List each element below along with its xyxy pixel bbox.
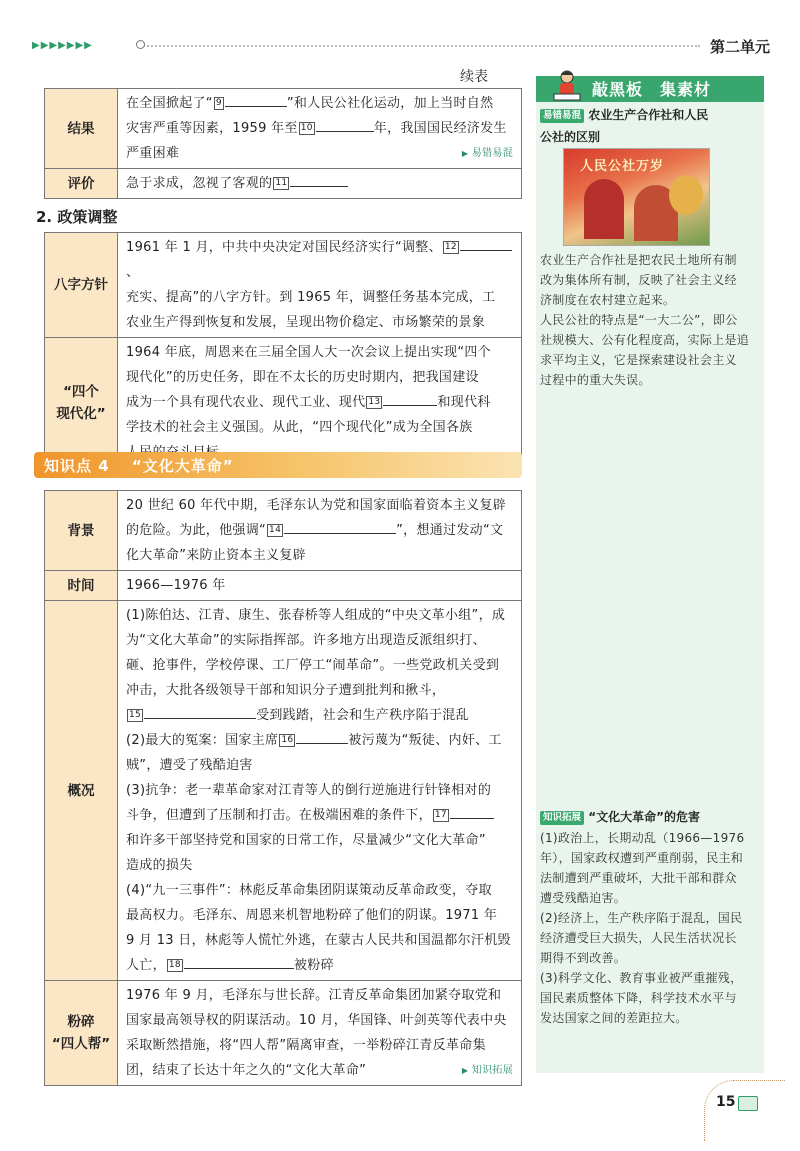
sidebar-text-line: 社规模大、公有化程度高，实际上是追 — [540, 333, 750, 347]
sidebar-block-title — [540, 104, 758, 148]
table-cultural-revolution — [44, 490, 522, 1086]
tag-knowledge-extension[interactable] — [462, 1064, 513, 1078]
row-content-four-modernizations — [118, 338, 522, 468]
blank-number: 9 — [215, 98, 222, 108]
text-line: (2)最大的冤案：国家主席 — [126, 733, 279, 748]
student-icon — [552, 70, 582, 102]
sidebar-title-line: 公社的区别 — [540, 130, 601, 144]
table-row — [45, 491, 522, 571]
sidebar-block-body — [540, 828, 760, 1028]
text-line: 年，我国国民经济发生 — [373, 121, 507, 136]
header-arrows: ▶▶▶▶▶▶▶ — [32, 40, 93, 51]
row-content-evaluation — [118, 169, 522, 199]
sidebar-text-line: 期得不到改善。 — [540, 951, 627, 965]
blank-number: 11 — [275, 178, 288, 188]
blank-number: 12 — [444, 242, 457, 252]
sidebar-text-line: 过程中的重大失误。 — [540, 373, 651, 387]
text-line: 造成的损失 — [126, 858, 193, 873]
fill-blank[interactable] — [225, 92, 287, 107]
sidebar-text-line: 遭受残酷迫害。 — [540, 891, 627, 905]
poster-harvest — [669, 175, 703, 215]
sidebar-text-line: 改为集体所有制，反映了社会主义经 — [540, 273, 737, 287]
table-row — [45, 338, 522, 468]
tag-error-prone[interactable] — [462, 147, 513, 161]
text-line: 为“文化大革命”的实际指挥部。许多地方出现造反派组织打、 — [126, 633, 486, 648]
text-line: (1)陈伯达、江青、康生、张春桥等人组成的“中央文革小组”，成 — [126, 608, 506, 623]
label-line: 现代化” — [56, 405, 106, 422]
text-line: ”，想通过发动“文 — [396, 523, 504, 538]
text-line: 贼”，遭受了残酷迫害 — [126, 758, 253, 773]
row-label-overview: 概况 — [45, 601, 118, 981]
blank-number: 10 — [300, 123, 313, 133]
text-line: 9 月 13 日，林彪等人慌忙外逃，在蒙古人民共和国温都尔汗机毁 — [126, 933, 511, 948]
fill-blank[interactable] — [383, 391, 437, 406]
fill-blank[interactable] — [450, 804, 494, 819]
text-line: 斗争，但遭到了压制和打击。在极端困难的条件下， — [126, 808, 432, 823]
row-label-evaluation: 评价 — [45, 169, 118, 199]
sidebar-text-line: 人民公社的特点是“一大二公”，即公 — [540, 313, 738, 327]
section-title-policy: 2. 政策调整 — [36, 208, 118, 226]
text-line: 20 世纪 60 年代中期，毛泽东认为党和国家面临着资本主义复辟 — [126, 498, 507, 513]
blank-number: 13 — [368, 397, 381, 407]
row-label-background: 背景 — [45, 491, 118, 571]
book-icon — [738, 1096, 758, 1111]
text-line: 、 — [126, 265, 140, 280]
continued-label: 续表 — [460, 69, 488, 85]
poster-figure — [584, 179, 624, 239]
label-line: “四人帮” — [51, 1036, 111, 1052]
row-label-result: 结果 — [45, 89, 118, 169]
table-results — [44, 88, 522, 199]
badge-error-prone: 易错易混 — [540, 109, 584, 123]
knowledge-point-heading: “文化大革命” — [131, 457, 234, 475]
text-line: (3)抗争：老一辈革命家对江青等人的倒行逆施进行针锋相对的 — [126, 783, 492, 798]
sidebar-block-harm — [540, 806, 760, 1028]
page-number: 15 — [716, 1094, 736, 1110]
sidebar-text-line: 经济遭受巨大损失，人民生活状况长 — [540, 931, 737, 945]
label-line: 粉碎 — [67, 1014, 95, 1030]
text-line: 采取断然措施，将“四人帮”隔离审查，一举粉碎江青反革命集 — [126, 1038, 486, 1053]
text-line: (4)“九一三事件”：林彪反革命集团阴谋策动反革命政变，夺取 — [126, 883, 492, 898]
row-label-four-modernizations — [45, 338, 118, 468]
sidebar-text-line: 法制遭到严重破坏，大批干部和群众 — [540, 871, 737, 885]
text-line: 1976 年 9 月，毛泽东与世长辞。江青反革命集团加紧夺取党和 — [126, 988, 502, 1003]
blank-number: 16 — [281, 735, 294, 745]
blank-number: 14 — [269, 525, 282, 535]
text-line: 受到践踏，社会和生产秩序陷于混乱 — [256, 708, 469, 723]
text-line: 人亡， — [126, 958, 166, 973]
sidebar-text-line: 农业生产合作社是把农民土地所有制 — [540, 253, 737, 267]
blank-number: 17 — [434, 810, 447, 820]
sidebar-text-line: (2)经济上，生产秩序陷于混乱，国民 — [540, 911, 743, 925]
text-line: 充实、提高”的八字方针。到 1965 年，调整任务基本完成，工 — [126, 290, 496, 305]
text-line: 1961 年 1 月，中共中央决定对国民经济实行“调整、 — [126, 240, 442, 255]
blank-number: 18 — [168, 960, 181, 970]
row-content-time: 1966—1976 年 — [118, 571, 522, 601]
text-line: 被污蔑为“叛徒、内奸、工 — [348, 733, 502, 748]
row-content-eight-char — [118, 233, 522, 338]
table-row — [45, 89, 522, 169]
text-line: 国家最高领导权的阴谋活动。10 月，华国锋、叶剑英等代表中央 — [126, 1013, 507, 1028]
row-label-time: 时间 — [45, 571, 118, 601]
text-line: 农业生产得到恢复和发展，呈现出物价稳定、市场繁荣的景象 — [126, 315, 486, 330]
fill-blank[interactable] — [460, 236, 512, 251]
sidebar-block-difference — [540, 104, 758, 148]
text-line: 1964 年底，周恩来在三届全国人大一次会议上提出实现“四个 — [126, 345, 491, 360]
tag-label: 知识拓展 — [471, 1065, 513, 1076]
knowledge-point-label: 知识点 4 — [44, 457, 110, 475]
fill-blank[interactable] — [296, 729, 348, 744]
row-label-eight-char: 八字方针 — [45, 233, 118, 338]
sidebar-text-line: 求平均主义，它是探索建设社会主义 — [540, 353, 737, 367]
label-line: “四个 — [63, 383, 99, 400]
text-line: 在全国掀起了“ — [126, 96, 213, 111]
knowledge-point-title — [44, 455, 234, 476]
text-line: 最高权力。毛泽东、周恩来机智地粉碎了他们的阴谋。1971 年 — [126, 908, 498, 923]
text-line: 团，结束了长达十年之久的“文化大革命” — [126, 1063, 367, 1078]
text-line: 急于求成，忽视了客观的 — [126, 176, 273, 191]
table-row — [45, 981, 522, 1086]
text-line: 现代化”的历史任务，即在不太长的历史时期内，把我国建设 — [126, 370, 479, 385]
fill-blank[interactable] — [316, 117, 374, 132]
text-line: 成为一个具有现代农业、现代工业、现代 — [126, 395, 366, 410]
triangle-icon: ▶ — [461, 1066, 469, 1075]
row-content-smash-gang — [118, 981, 522, 1086]
text-line: 化大革命”来防止资本主义复辟 — [126, 548, 306, 563]
sidebar-title: 敲黑板 集素材 — [592, 80, 712, 99]
sidebar-block-title — [540, 806, 760, 828]
row-content-overview — [118, 601, 522, 981]
sidebar-text-line: (3)科学文化、教育事业被严重摧残， — [540, 971, 743, 985]
fill-blank[interactable] — [184, 954, 294, 969]
sidebar-text-line: (1)政治上，长期动乱（1966—1976 — [540, 831, 745, 845]
header-circle-ornament — [136, 40, 145, 49]
people-commune-poster-image — [563, 148, 710, 246]
row-content-background — [118, 491, 522, 571]
table-row — [45, 169, 522, 199]
table-row — [45, 233, 522, 338]
text-line: 学技术的社会主义强国。从此，“四个现代化”成为全国各族 — [126, 420, 473, 435]
sidebar-text-line: 年），国家政权遭到严重削弱，民主和 — [540, 851, 744, 865]
text-line: 的危险。为此，他强调“ — [126, 523, 267, 538]
text-line: 和许多干部坚持党和国家的日常工作，尽量减少“文化大革命” — [126, 833, 486, 848]
table-row — [45, 601, 522, 981]
table-row — [45, 571, 522, 601]
text-line: 灾害严重等因素，1959 年至 — [126, 121, 298, 136]
sidebar-block-body — [540, 250, 760, 390]
sidebar-title-line: “文化大革命”的危害 — [588, 810, 700, 824]
poster-slogan: 人民公社万岁 — [580, 159, 665, 174]
sidebar-title-line: 农业生产合作社和人民 — [588, 108, 709, 122]
sidebar-text-line: 济制度在农村建立起来。 — [540, 293, 676, 307]
row-label-smash-gang — [45, 981, 118, 1086]
unit-title: 第二单元 — [709, 38, 770, 56]
row-content-result — [118, 89, 522, 169]
triangle-icon: ▶ — [461, 149, 469, 158]
text-line: 和现代科 — [437, 395, 491, 410]
table-policy — [44, 232, 522, 468]
sidebar-text-line: 国民素质整体下降，科学技术水平与 — [540, 991, 737, 1005]
text-line: 砸、抢事件，学校停课、工厂停工“闹革命”。一些党政机关受到 — [126, 658, 500, 673]
sidebar-text-line: 发达国家之间的差距拉大。 — [540, 1011, 688, 1025]
header-divider — [140, 45, 700, 47]
text-line: 严重困难 — [126, 146, 180, 161]
fill-blank[interactable] — [284, 519, 396, 534]
fill-blank[interactable] — [144, 704, 256, 719]
fill-blank[interactable] — [290, 172, 348, 187]
badge-knowledge-extension: 知识拓展 — [540, 811, 584, 825]
text-line: 冲击，大批各级领导干部和知识分子遭到批判和揪斗， — [126, 683, 446, 698]
text-line: 被粉碎 — [293, 958, 334, 973]
text-line: ”和人民公社化运动，加上当时自然 — [286, 96, 494, 111]
blank-number: 15 — [129, 710, 142, 720]
tag-label: 易错易混 — [471, 148, 513, 159]
